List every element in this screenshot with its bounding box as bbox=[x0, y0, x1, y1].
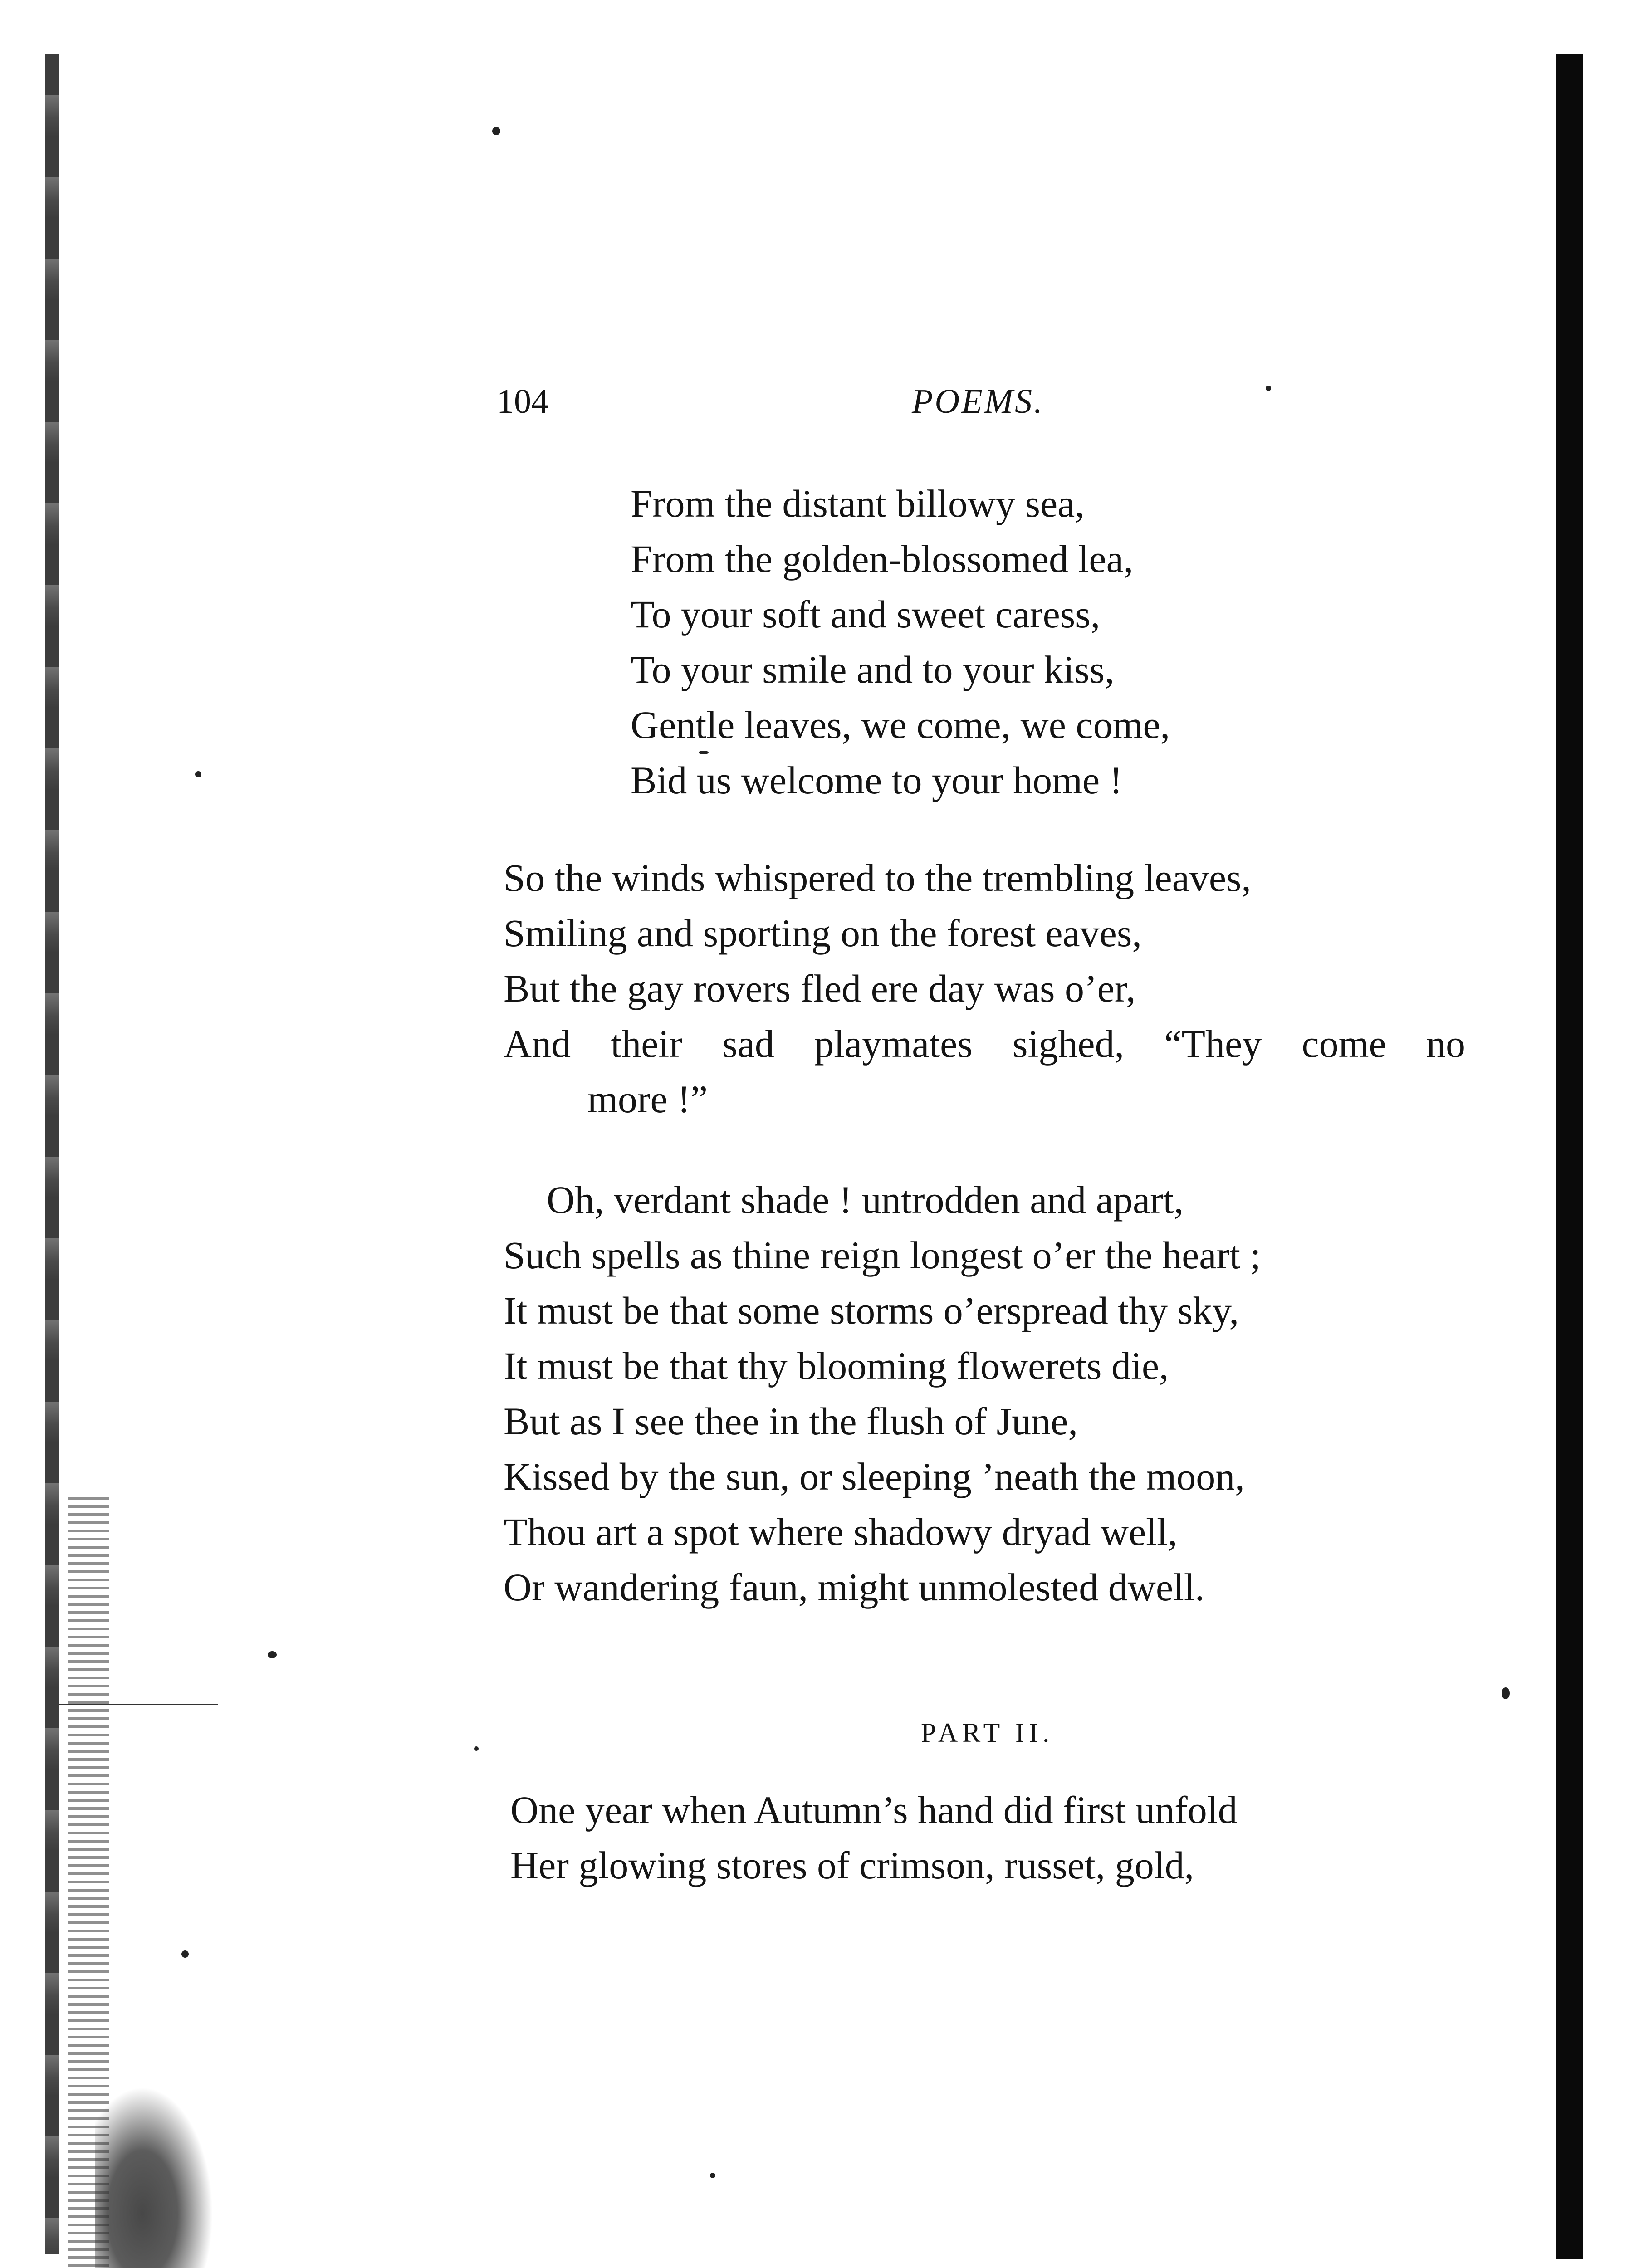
scan-speck bbox=[1266, 386, 1271, 391]
running-title: POEMS. bbox=[912, 382, 1045, 420]
poem-line: From the golden-blossomed lea, bbox=[631, 537, 1134, 581]
page-number: 104 bbox=[497, 382, 548, 420]
scan-right-edge-bar bbox=[1556, 54, 1583, 2259]
poem-line: It must be that some storms o’erspread thy sky, bbox=[504, 1289, 1239, 1332]
scan-speck bbox=[268, 1651, 277, 1658]
section-heading: PART II. bbox=[921, 1718, 1054, 1748]
poem-line: Gentle leaves, we come, we come, bbox=[631, 703, 1170, 747]
poem-line: And their sad playmates sighed, “They come no bbox=[504, 1022, 1465, 1066]
poem-line: But the gay rovers fled ere day was o’er, bbox=[504, 967, 1136, 1010]
poem-line: To your smile and to your kiss, bbox=[631, 648, 1115, 691]
poem-line-continuation: more !” bbox=[587, 1077, 708, 1121]
scan-speck bbox=[195, 771, 201, 777]
running-head bbox=[497, 376, 1059, 426]
scan-speck bbox=[474, 1746, 479, 1751]
poem-line: Bid us welcome to your home ! bbox=[631, 758, 1123, 802]
scan-speck bbox=[181, 1950, 189, 1958]
poem-line: Smiling and sporting on the forest eaves, bbox=[504, 911, 1142, 955]
poem-line: Oh, verdant shade ! untrodden and apart, bbox=[547, 1178, 1184, 1222]
scan-margin-rule bbox=[59, 1704, 218, 1705]
poem-line: Such spells as thine reign longest o’er the heart ; bbox=[504, 1233, 1261, 1277]
poem-line: It must be that thy blooming flowerets die, bbox=[504, 1344, 1169, 1388]
poem-line: Or wandering faun, might unmolested dwell. bbox=[504, 1565, 1205, 1609]
scan-edge-blot bbox=[95, 2087, 213, 2268]
poem-line: Her glowing stores of crimson, russet, gold, bbox=[510, 1843, 1194, 1887]
poem-line: Thou art a spot where shadowy dryad well, bbox=[504, 1510, 1178, 1554]
poem-line: To your soft and sweet caress, bbox=[631, 592, 1101, 636]
poem-line: But as I see thee in the flush of June, bbox=[504, 1399, 1078, 1443]
scan-edge-shadow bbox=[45, 54, 59, 2254]
poem-line: From the distant billowy sea, bbox=[631, 482, 1085, 525]
poem-line: So the winds whispered to the trembling leaves, bbox=[504, 856, 1252, 899]
scan-speck bbox=[710, 2173, 715, 2178]
poem-line: One year when Autumn’s hand did first unfold bbox=[510, 1788, 1238, 1832]
poem-line: Kissed by the sun, or sleeping ’neath the moon, bbox=[504, 1455, 1245, 1498]
scan-speck bbox=[492, 127, 500, 135]
scan-speck bbox=[1502, 1687, 1510, 1699]
